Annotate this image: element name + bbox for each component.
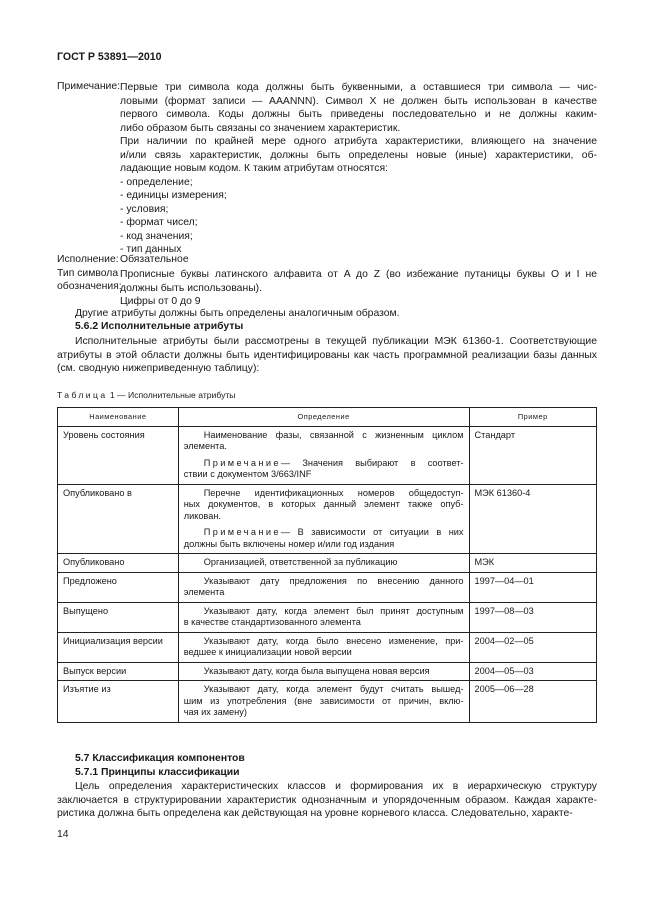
table-row xyxy=(58,572,597,602)
definition-line: шим из употребления (вне зависимости от причин, вклю- xyxy=(183,695,464,706)
cell-example-text: 1997—08—03 xyxy=(474,605,534,616)
definition-line: Организацией, ответственной за публикацию xyxy=(203,557,398,567)
table-row xyxy=(58,662,597,681)
definition-line: чая их замену) xyxy=(183,707,247,717)
text-line: Исполнительные атрибуты были рассмотрены в текущей публикации МЭК 61360-1. Соответствующие xyxy=(75,336,597,347)
cell-example xyxy=(469,662,596,681)
definition-line: Наименование фазы, связанной с жизненным циклом xyxy=(203,429,464,440)
cell-name xyxy=(58,602,179,632)
cell-definition xyxy=(178,602,469,632)
symtype-body xyxy=(120,268,597,309)
cell-example-text: 2004—02—05 xyxy=(474,635,534,646)
note-prefix: Примечание xyxy=(203,457,281,468)
column-header-name: Наименование xyxy=(58,408,179,427)
cell-name-text: Выпущено xyxy=(63,605,109,616)
cell-name xyxy=(58,632,179,662)
exec-label: Исполнение: xyxy=(57,254,119,265)
table-row xyxy=(58,484,597,554)
text-line: При наличии по крайней мере одного атрибута характеристики, влияющего на значение xyxy=(120,136,597,147)
cell-name-text: Опубликовано в xyxy=(63,487,132,498)
cell-definition xyxy=(178,681,469,723)
definition-line: элемента xyxy=(183,587,225,597)
cell-name-text: Изъятие из xyxy=(63,684,111,694)
section-5-7-1-title: 5.7.1 Принципы классификации xyxy=(75,767,240,778)
section-5-7-1-body xyxy=(57,780,597,821)
text-line: - формат чисел; xyxy=(120,217,198,228)
cell-definition xyxy=(178,554,469,573)
column-header-example: Пример xyxy=(469,408,596,427)
definition-line: Указывают дату, когда была выпущена новая версия xyxy=(203,665,430,676)
cell-name xyxy=(58,662,179,681)
table-caption-text: 1 — Исполнительные атрибуты xyxy=(107,390,236,400)
note-line: ствии с документом 3/663/INF xyxy=(183,469,312,479)
cell-example xyxy=(469,572,596,602)
definition-line: элемента. xyxy=(183,441,227,451)
cell-example xyxy=(469,554,596,573)
cell-example-text: Стандарт xyxy=(474,429,516,440)
text-line: первого символа. Коды должны быть приведены последовательно и не должны каким- xyxy=(120,109,597,120)
text-line: (см. сводную нижеприведенную таблицу): xyxy=(57,363,260,374)
note-text: — В зависимости от ситуации в них xyxy=(280,527,464,537)
page-number: 14 xyxy=(57,829,69,840)
cell-example-text: 2005—06—28 xyxy=(474,684,534,694)
definition-line: ных документов, в которых данный элемент также опуб- xyxy=(183,499,464,509)
cell-definition xyxy=(178,632,469,662)
cell-example xyxy=(469,681,596,723)
cell-name xyxy=(58,681,179,723)
definition-line: Указывают дату, когда элемент был принят доступным xyxy=(203,605,464,616)
cell-example-text: МЭК 61360-4 xyxy=(474,487,531,498)
cell-example xyxy=(469,426,596,484)
column-header-definition: Определение xyxy=(178,408,469,427)
cell-definition xyxy=(178,572,469,602)
cell-example-text: 1997—04—01 xyxy=(474,575,534,586)
text-line: Цифры от 0 до 9 xyxy=(120,296,201,307)
note-text: — Значения выбирают в соответ- xyxy=(280,457,464,468)
cell-name-text: Уровень состояния xyxy=(63,429,145,440)
cell-name-text: Выпуск версии xyxy=(63,665,127,676)
text-line: ловыми (формат записи — AAANNN). Символ X не должен быть использован в качестве xyxy=(120,95,597,107)
table-header-row xyxy=(58,408,597,427)
text-line: Цель определения характеристических классов и формирования их в иерархическую структуру xyxy=(75,781,597,792)
definition-line: ликован. xyxy=(183,510,221,521)
text-line: - код значения; xyxy=(120,230,193,242)
note-body xyxy=(120,81,597,257)
note-line xyxy=(184,458,464,470)
cell-example xyxy=(469,484,596,554)
symtype-label: Тип символа xyxy=(57,268,119,279)
definition-line: Указывают дату предложения по внесению данного xyxy=(203,575,464,586)
table-row xyxy=(58,426,597,484)
table-row xyxy=(58,602,597,632)
cell-definition xyxy=(178,484,469,554)
note-prefix: Примечание xyxy=(203,527,281,537)
table-caption-prefix: Таблица xyxy=(57,390,108,400)
text-line: атрибуты в этой области должны быть идентифицированы как часть программной реализации базы данных xyxy=(57,349,597,361)
cell-name xyxy=(58,572,179,602)
note-line xyxy=(184,527,464,539)
cell-example-text: МЭК xyxy=(474,557,495,567)
cell-example xyxy=(469,632,596,662)
cell-example-text: 2004—05—03 xyxy=(474,665,534,676)
section-5-6-2-body xyxy=(57,335,597,376)
text-line: Прописные буквы латинского алфавита от A до Z (во избежание путаницы буквы O и I не xyxy=(120,269,597,280)
text-line: и/или связь характеристик, должны быть определены новые (иные) характеристики, об- xyxy=(120,149,597,161)
definition-line: Перечне идентификационных номеров общедоступ- xyxy=(203,487,464,498)
text-line: ристика должна быть определена как действующая на уровне корневого класса. Следовательно, характе- xyxy=(57,808,573,819)
definition-line: ведшее к инициализации новой версии xyxy=(183,647,352,657)
text-line: - условия; xyxy=(120,203,169,215)
note-line: должны быть включены номер и/или год издания xyxy=(183,538,395,549)
cell-name xyxy=(58,484,179,554)
table-row xyxy=(58,632,597,662)
section-5-6-2-title: 5.6.2 Исполнительные атрибуты xyxy=(75,321,244,332)
text-line: - единицы измерения; xyxy=(120,190,227,201)
symtype-label-2: обозначения: xyxy=(57,281,122,292)
cell-definition xyxy=(178,426,469,484)
attributes-table xyxy=(57,407,597,723)
definition-line: в качестве стандартизованного элемента xyxy=(183,617,361,627)
table-caption xyxy=(57,390,235,400)
cell-example xyxy=(469,602,596,632)
definition-line: Указывают дату, когда элемент будут считать вышед- xyxy=(203,684,464,694)
text-line: заключается в структурировании характеристик однозначным и упорядоченным образом. Каждая характе- xyxy=(57,794,597,806)
text-line: должны быть использованы). xyxy=(120,282,263,294)
section-5-7-title: 5.7 Классификация компонентов xyxy=(75,753,245,764)
cell-name-text: Инициализация версии xyxy=(63,635,163,646)
table-row xyxy=(58,681,597,723)
text-line: либо образом быть связаны со значением характеристик. xyxy=(120,122,401,134)
text-line: Первые три символа кода должны быть буквенными, а оставшиеся три символа — чис- xyxy=(120,82,597,93)
table-row xyxy=(58,554,597,573)
definition-line: Указывают дату, когда было внесено изменение, при- xyxy=(203,635,464,646)
note-label: Примечание: xyxy=(57,81,121,92)
cell-name-text: Опубликовано xyxy=(63,557,125,567)
cell-name xyxy=(58,554,179,573)
text-line: ладающие новым кодом. К таким атрибутам относятся: xyxy=(120,163,389,174)
text-line: - определение; xyxy=(120,176,193,188)
text-line: - тип данных xyxy=(120,244,182,255)
exec-value: Обязательное xyxy=(120,254,189,265)
document-header: ГОСТ Р 53891—2010 xyxy=(57,51,162,63)
cell-name xyxy=(58,426,179,484)
other-attrs-text: Другие атрибуты должны быть определены аналогичным образом. xyxy=(75,308,400,319)
cell-definition xyxy=(178,662,469,681)
cell-name-text: Предложено xyxy=(63,575,117,586)
